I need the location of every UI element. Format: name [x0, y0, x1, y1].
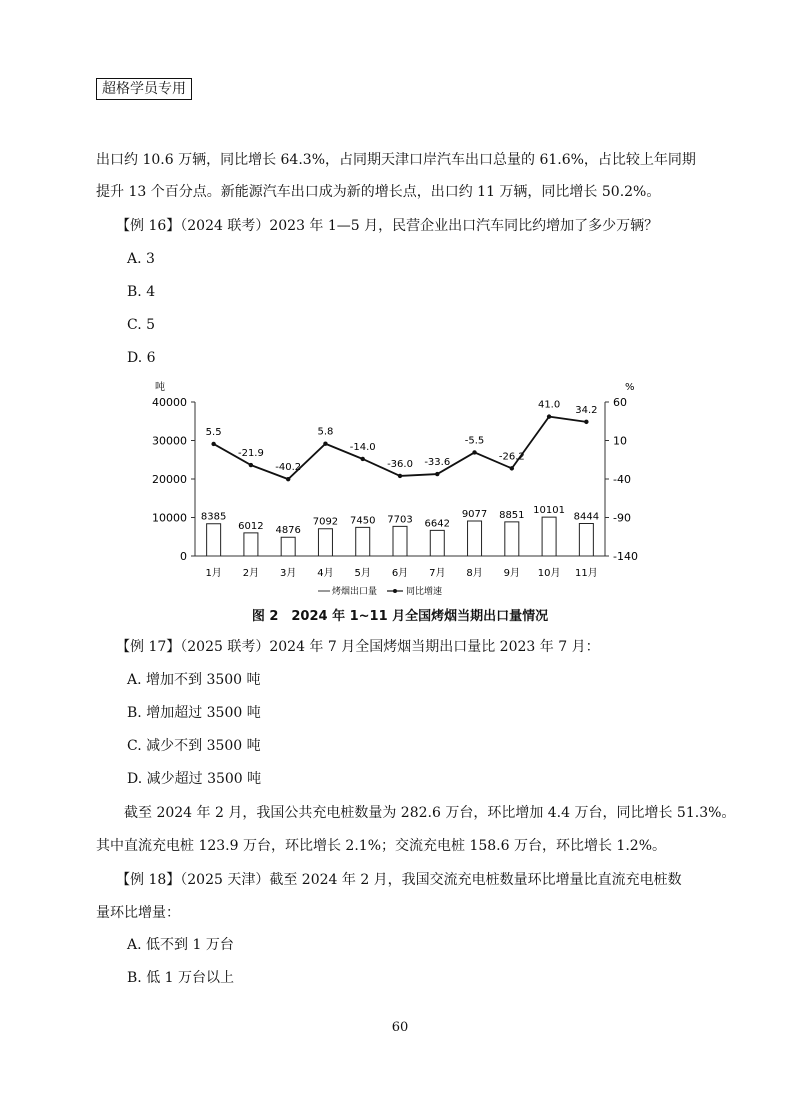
- x-tick-label: 11月: [574, 568, 598, 579]
- bar-value-label: 8444: [573, 511, 600, 523]
- bar-value-label: 8851: [499, 509, 525, 521]
- y-left-tick-label: 0: [180, 550, 187, 563]
- bar: [542, 517, 556, 556]
- x-tick-label: 9月: [503, 568, 521, 579]
- y-left-tick-label: 10000: [152, 511, 187, 525]
- y-right-tick-label: -140: [613, 550, 638, 563]
- intro-line-2: 提升 13 个百分点。新能源汽车出口成为新的增长点，出口约 11 万辆，同比增长 50.2%。: [96, 184, 661, 200]
- x-tick-label: 10月: [537, 568, 561, 579]
- x-tick-label: 1月: [205, 568, 222, 579]
- question-17-option-c: C. 减少不到 3500 吨: [127, 738, 261, 754]
- bar-value-label: 6642: [424, 518, 450, 530]
- charging-paragraph-line-2: 其中直流充电桩 123.9 万台，环比增长 2.1%；交流充电桩 158.6 万台，环比增长 1.2%。: [96, 838, 666, 854]
- bar-value-label: 8385: [200, 511, 227, 523]
- x-tick-label: 2月: [242, 568, 260, 579]
- legend-line-label: 同比增速: [406, 587, 443, 597]
- y-right-tick-label: -40: [613, 473, 631, 486]
- y-left-unit: 吨: [155, 382, 165, 393]
- question-16-option-c: C. 5: [127, 317, 156, 333]
- growth-rate-label: -5.5: [464, 435, 485, 447]
- question-17-option-b: B. 增加超过 3500 吨: [127, 705, 261, 721]
- growth-rate-label: -36.0: [387, 458, 413, 470]
- x-tick-label: 6月: [391, 568, 409, 579]
- growth-rate-label: 5.5: [205, 426, 222, 438]
- question-18-option-b: B. 低 1 万台以上: [127, 970, 234, 986]
- bar-value-label: 7092: [312, 516, 339, 528]
- growth-rate-label: 34.2: [575, 404, 598, 416]
- growth-rate-point: [547, 414, 551, 418]
- legend-bar-label: 烤烟出口量: [332, 587, 378, 597]
- page-number: 60: [391, 1020, 409, 1035]
- bar: [207, 524, 221, 556]
- question-16-option-b: B. 4: [127, 284, 156, 300]
- bar: [244, 533, 258, 556]
- member-only-stamp: 超格学员专用: [96, 78, 192, 100]
- growth-rate-label: -33.6: [424, 457, 451, 469]
- bar: [579, 523, 593, 556]
- y-right-tick-label: -90: [613, 511, 631, 525]
- growth-rate-label: 41.0: [537, 399, 561, 411]
- growth-rate-point: [323, 442, 327, 446]
- x-tick-label: 7月: [429, 568, 446, 579]
- intro-line-1: 出口约 10.6 万辆，同比增长 64.3%，占同期天津口岸汽车出口总量的 61.6%，占比较上年同期: [96, 152, 696, 168]
- bar-value-label: 6012: [238, 520, 264, 532]
- bar: [318, 529, 332, 556]
- bar: [468, 521, 482, 556]
- y-left-tick-label: 30000: [152, 434, 187, 448]
- y-right-tick-label: 10: [613, 434, 627, 448]
- question-16-option-d: D. 6: [127, 350, 156, 366]
- x-tick-label: 3月: [279, 568, 297, 579]
- bar-value-label: 7703: [387, 514, 413, 526]
- question-17-option-d: D. 减少超过 3500 吨: [127, 771, 262, 787]
- question-16-option-a: A. 3: [127, 251, 155, 267]
- question-18-stem-line-1: 【例 18】（2025 天津）截至 2024 年 2 月，我国交流充电桩数量环比增量比直流充电桩数: [116, 872, 682, 888]
- x-tick-label: 8月: [466, 568, 483, 579]
- growth-rate-point: [584, 420, 588, 424]
- growth-rate-point: [249, 463, 253, 467]
- bar-value-label: 7450: [350, 515, 376, 527]
- bar: [505, 522, 519, 556]
- bar: [356, 527, 370, 556]
- bar-value-label: 10101: [533, 505, 565, 517]
- chart-caption: 图 2 2024 年 1~11 月全国烤烟当期出口量情况: [251, 609, 549, 624]
- question-16-stem: 【例 16】（2024 联考）2023 年 1—5 月，民营企业出口汽车同比约增加了多少万辆？: [116, 218, 659, 234]
- bar-value-label: 9077: [461, 509, 488, 521]
- bar: [430, 530, 444, 556]
- chart-legend: [318, 585, 442, 597]
- bar: [281, 537, 295, 556]
- growth-rate-point: [435, 472, 439, 476]
- x-tick-label: 5月: [354, 568, 371, 579]
- tobacco-export-chart: [150, 372, 650, 612]
- question-18-stem-line-2: 量环比增量：: [96, 905, 180, 921]
- growth-rate-label: 5.8: [317, 426, 334, 438]
- growth-rate-point: [361, 457, 365, 461]
- growth-rate-point: [472, 450, 476, 454]
- y-left-tick-label: 40000: [152, 396, 187, 409]
- growth-rate-point: [286, 477, 290, 481]
- y-right-unit: %: [625, 382, 635, 393]
- growth-rate-point: [211, 442, 215, 446]
- charging-paragraph-line-1: 截至 2024 年 2 月，我国公共充电桩数量为 282.6 万台，环比增加 4.4 万台，同比增长 51.3%。: [124, 805, 736, 821]
- growth-rate-label: -40.2: [275, 462, 302, 474]
- growth-rate-point: [398, 474, 402, 478]
- x-tick-label: 4月: [317, 568, 334, 579]
- growth-rate-point: [510, 466, 514, 470]
- growth-rate-label: -21.9: [237, 448, 264, 460]
- y-right-tick-label: 60: [613, 396, 627, 409]
- question-17-stem: 【例 17】（2025 联考）2024 年 7 月全国烤烟当期出口量比 2023 年 7 月：: [116, 639, 600, 655]
- question-17-option-a: A. 增加不到 3500 吨: [127, 672, 261, 688]
- question-18-option-a: A. 低不到 1 万台: [127, 937, 234, 953]
- growth-rate-label: -26.2: [498, 451, 525, 463]
- bar: [393, 526, 407, 556]
- y-left-tick-label: 20000: [152, 473, 187, 486]
- bar-value-label: 4876: [275, 525, 301, 537]
- growth-rate-label: -14.0: [349, 441, 376, 453]
